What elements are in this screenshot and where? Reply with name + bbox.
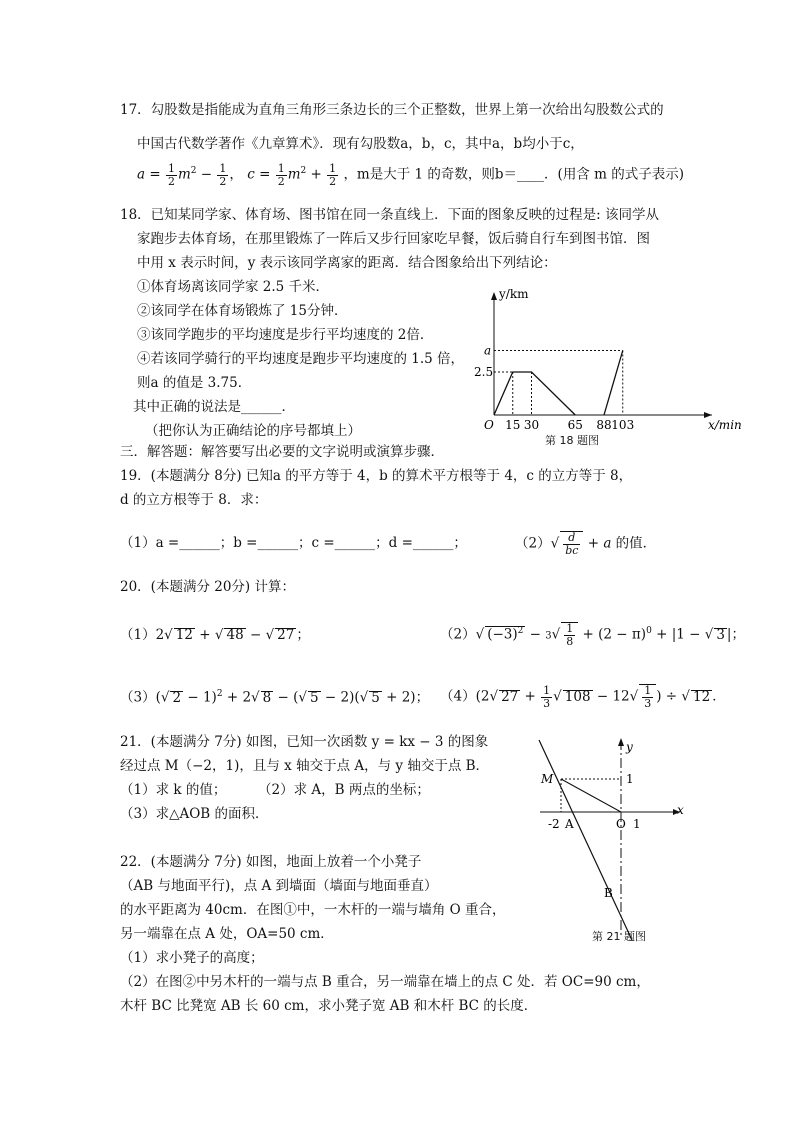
x-axis-label: x/min (708, 418, 742, 432)
q18-hint: （把你认为正确结论的序号都填上） (145, 423, 361, 439)
q21-part3: （3）求△AOB 的面积． (120, 806, 269, 822)
q18-conclusion-1: ①体育场离该同学家 2.5 千米． (137, 279, 330, 295)
q21-caption: 第 21 题图 (592, 930, 646, 943)
q21-label-O: O (616, 817, 626, 831)
q20-part4: （4）(2√ 27 + $\frac{1}{3}$ √ 108 − 12√ $\frac{1}{3}$ ) ÷ √ 12 ． (440, 684, 726, 710)
q17-line1: 17．勾股数是指能成为直角三角形三条边长的三个正整数，世界上第一次给出勾股数公式的 (120, 102, 664, 118)
q18-conclusion-3: ③该同学跑步的平均速度是步行平均速度的 2倍． (137, 327, 434, 343)
q20-part4-label: （4） (440, 688, 476, 705)
q21-line-y-kx-3 (539, 740, 632, 940)
q22-line3: 的水平距离为 40cm．在图①中，一木杆的一端与墙角 O 重合， (120, 902, 506, 918)
q19-line2: d 的立方根等于 8．求： (120, 492, 268, 508)
q19-part1: （1）a =______；b =______；c =______；d =______； (120, 535, 467, 551)
series-line-1 (494, 372, 575, 415)
q20-part3: （3）(√ 2 − 1)$^2$ + 2√ 8 − (√ 5 − 2)(√ 5 + 2)； (120, 689, 430, 706)
x-tick-88: 88 (596, 418, 612, 432)
section3-heading: 三．解答题：解答要写出必要的文字说明或演算步骤． (120, 444, 444, 460)
q17-formula: a = $\frac{1}{2}$ $m^2$ − $\frac{1}{2}$ ， c = $\frac{1}{2}$ $m^2$ + $\frac{1}{2}$ ，m是大于 1 的奇数，则b＝____．(用含 m 的式子表示) (137, 162, 684, 188)
q18-caption: 第 18 题图 (545, 434, 599, 447)
q17-line3-tail: ，m是大于 1 的奇数，则b＝____．(用含 m 的式子表示) (343, 166, 684, 183)
x-tick-30: 30 (523, 418, 540, 432)
q22-part1: （1）求小凳子的高度； (120, 950, 264, 966)
q21-figure (520, 735, 690, 945)
series-line-2 (604, 351, 623, 416)
q21-label-one-y: 1 (626, 772, 634, 786)
q21-part1: （1）求 k 的值； (120, 782, 227, 798)
q20-part2-label: （2） (440, 626, 476, 643)
q18-ask: 其中正确的说法是______． (133, 399, 295, 415)
q18-chart (472, 282, 752, 450)
q22-line4: 另一端靠在点 A 处，OA=50 cm． (120, 926, 334, 942)
q22-line2: （AB 与地面平行)，点 A 到墙面（墙面与地面垂直） (120, 878, 438, 894)
q20-part1: （1）2√ 12 + √ 48 − √ 27 ； (120, 627, 310, 643)
q18-conclusion-4b: 则a 的值是 3.75． (137, 375, 252, 391)
q18-line1: 18．已知某同学家、体育场、图书馆在同一条直线上．下面的图象反映的过程是: 该同学从 (120, 207, 660, 223)
q22-line1: 22．(本题满分 7分) 如图，地面上放着一个小凳子 (120, 854, 422, 870)
q20-part2: （2）√ $(-3)^2 - 3√$ $\frac{1}{8}$ + $(2 - \pi)^0 + |1$ − √ 3 |； (440, 622, 745, 648)
q21-line2: 经过点 M（−2，1)，且与 x 轴交于点 A，与 y 轴交于点 B． (120, 758, 490, 774)
q19-part2-label: （2） (515, 535, 551, 552)
q20-part1-label: （1） (120, 627, 156, 643)
y-tick-2-5: 2.5 (474, 365, 494, 379)
q21-label-x: x (677, 803, 684, 817)
q21-part2: （2）求 A，B 两点的坐标； (258, 782, 430, 798)
q19-part2-tail: 的值． (615, 535, 657, 552)
q21-label-y: y (626, 740, 633, 754)
q20-line1: 20．(本题满分 20分) 计算： (120, 579, 295, 595)
q21-y-arrow (618, 738, 624, 746)
q22-part2b: 木杆 BC 比凳宽 AB 长 60 cm，求小凳子宽 AB 和木杆 BC 的长度． (120, 998, 538, 1014)
q22-part2a: （2）在图②中另木杆的一端与点 B 重合，另一端靠在墙上的点 C 处．若 OC=90 cm， (120, 974, 650, 990)
q18-conclusion-4: ④若该同学骑行的平均速度是跑步平均速度的 1.5 倍， (137, 351, 465, 367)
x-tick-103: 103 (611, 418, 635, 432)
q21-label-neg2: -2 (548, 817, 560, 831)
x-tick-65: 65 (567, 418, 583, 432)
q21-label-A: A (565, 817, 574, 831)
q21-label-B: B (604, 886, 613, 900)
q18-line3: 中用 x 表示时间，y 表示该同学离家的距离．结合图象给出下列结论： (137, 255, 557, 271)
origin-label: O (484, 418, 494, 432)
q18-line2: 家跑步去体育场，在那里锻炼了一阵后又步行回家吃早餐，饭后骑自行车到图书馆．图 (137, 231, 650, 247)
q17-line2: 中国古代数学著作《九章算术》．现有勾股数a，b，c，其中a，b均小于c， (137, 136, 584, 152)
q20-part3-label: （3） (120, 689, 156, 706)
q18-conclusion-2: ②该同学在体育场锻炼了 15分钟． (137, 303, 348, 319)
y-axis-label: y/km (499, 287, 529, 301)
y-tick-a: a (484, 343, 492, 358)
x-tick-15: 15 (505, 418, 521, 432)
q21-line1: 21．(本题满分 7分) 如图，已知一次函数 y = kx − 3 的图象 (120, 734, 489, 750)
q19-part2: （2）√ $\frac{d}{bc}$ + a 的值． (515, 531, 657, 557)
q21-label-one-x: 1 (633, 817, 641, 831)
q21-label-M: M (541, 772, 554, 786)
q19-line1: 19．(本题满分 8分) 已知a 的平方等于 4，b 的算术平方根等于 4，c 的立方等于 8， (120, 468, 633, 484)
y-axis-arrow (491, 292, 497, 300)
